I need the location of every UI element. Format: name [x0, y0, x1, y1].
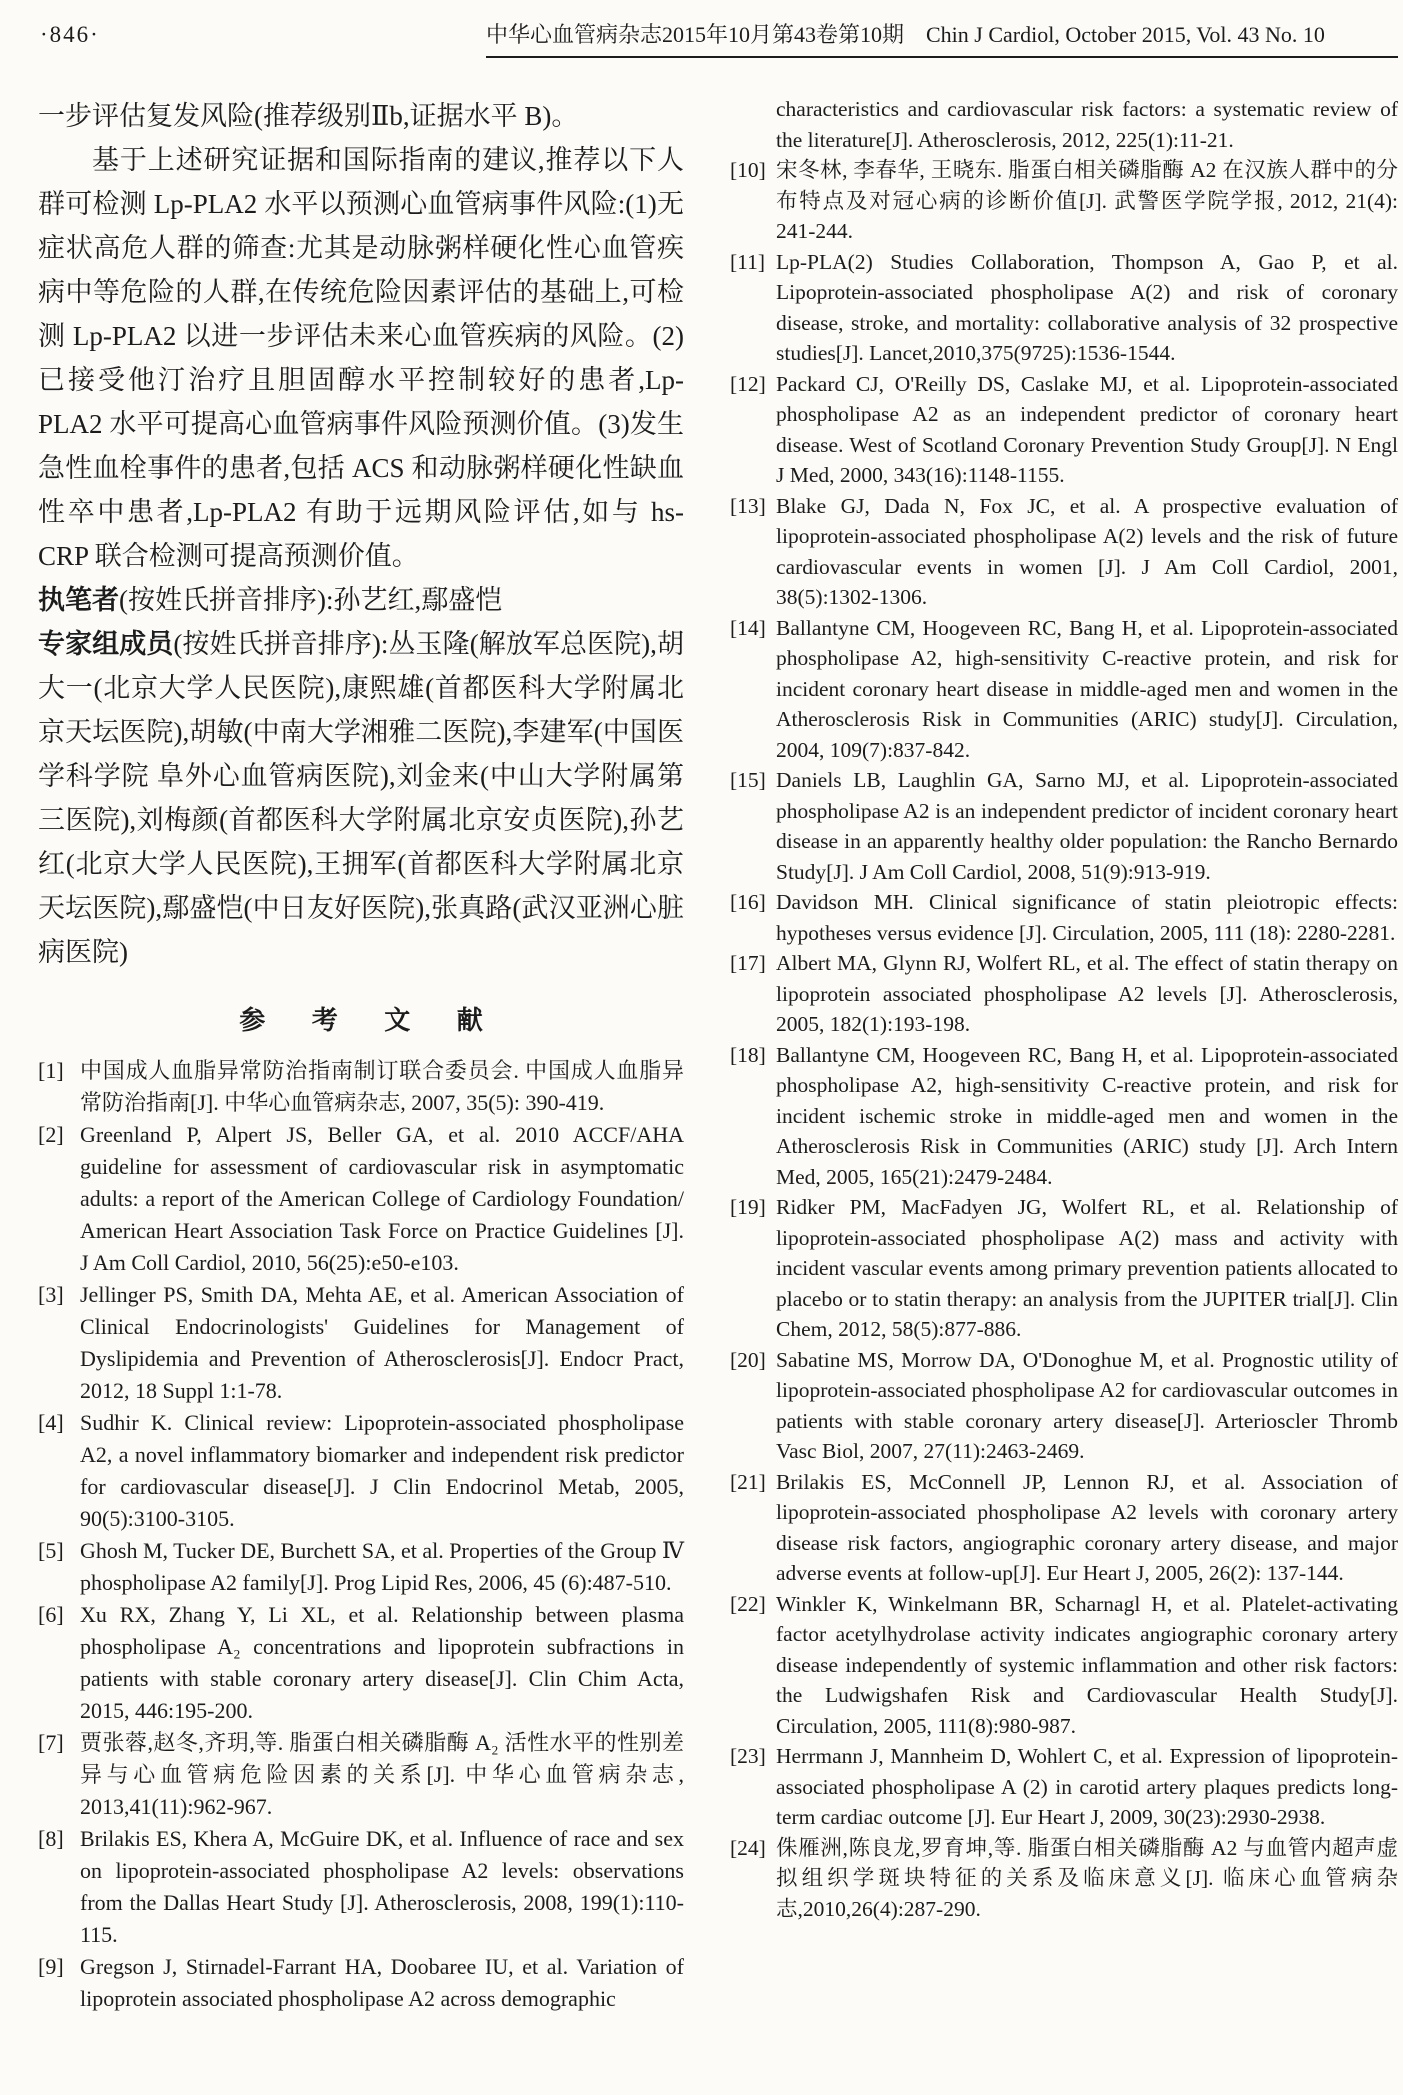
- reference-number: [14]: [730, 615, 766, 640]
- reference-text: Jellinger PS, Smith DA, Mehta AE, et al. American Association of Clinical Endocrinologists' Guidelines for Management of Dyslipidemia and Prevention of Atherosclerosis[J]. Endocr Pract, 2012, 18 Suppl 1:1-78.: [80, 1282, 684, 1403]
- reference-number: [12]: [730, 371, 766, 396]
- reference-text: Sudhir K. Clinical review: Lipoprotein-associated phospholipase A2, a novel inflammatory biomarker and independent risk predictor for cardiovascular disease[J]. J Clin Endocrinol Metab, 2005, 90(5):3100-3105.: [80, 1410, 684, 1531]
- paragraph-continuation: 一步评估复发风险(推荐级别Ⅱb,证据水平 B)。: [38, 101, 579, 131]
- reference-text: Xu RX, Zhang Y, Li XL, et al. Relationship between plasma phospholipase A₂ concentrations and lipoprotein subfractions in patients with stable coronary artery disease[J]. Clin Chim Acta, 2015, 446:195-200.: [80, 1602, 684, 1723]
- reference-item: [38, 1119, 684, 1279]
- reference-number: [13]: [730, 493, 766, 518]
- reference-text: Albert MA, Glynn RJ, Wolfert RL, et al. The effect of statin therapy on lipoprotein associated phospholipase A2 levels [J]. Atherosclerosis, 2005, 182(1):193-198.: [776, 951, 1398, 1036]
- reference-number: [10]: [730, 158, 766, 182]
- reference-text: Daniels LB, Laughlin GA, Sarno MJ, et al. Lipoprotein-associated phospholipase A2 is an independent predictor of incident coronary heart disease in an apparently healthy older population: the Rancho Bernardo Study[J]. J Am Coll Cardiol, 2008, 51(9):913-919.: [776, 768, 1398, 884]
- left-column: [38, 94, 684, 2015]
- experts-label: 专家组成员: [38, 629, 174, 659]
- reference-item: [38, 1823, 684, 1951]
- reference-item: [730, 1467, 1398, 1589]
- reference-item: [38, 1535, 684, 1599]
- reference-number: [2]: [38, 1122, 64, 1147]
- reference-item: [730, 369, 1398, 491]
- reference-item: [730, 1192, 1398, 1345]
- reference-item: [730, 613, 1398, 766]
- reference-number: [11]: [730, 249, 766, 274]
- reference-number: [19]: [730, 1195, 766, 1219]
- experts-text: (按姓氏拼音排序):丛玉隆(解放军总医院),胡大一(北京大学人民医院),康熙雄(首都医科大学附属北京天坛医院),胡敏(中南大学湘雅二医院),李建军(中国医学科学院 阜外心血管病医院),刘金来(中山大学附属第三医院),刘梅颜(首都医科大学附属北京安贞医院),孙艺红(北京大学人民医院),王拥军(首都医科大学附属北京天坛医院),鄢盛恺(中日友好医院),张真路(武汉亚洲心脏病医院): [38, 629, 684, 967]
- reference-number: [5]: [38, 1538, 64, 1563]
- reference-text: Ballantyne CM, Hoogeveen RC, Bang H, et al. Lipoprotein-associated phospholipase A2, high-sensitivity C-reactive protein, and risk for incident ischemic stroke in middle-aged men and women in the Atherosclerosis Risk in Communities (ARIC) study [J]. Arch Intern Med, 2005, 165(21):2479-2484.: [776, 1042, 1398, 1189]
- reference-number: [7]: [38, 1730, 64, 1755]
- paragraph-recommendation: 基于上述研究证据和国际指南的建议,推荐以下人群可检测 Lp-PLA2 水平以预测心血管病事件风险:(1)无症状高危人群的筛查:尤其是动脉粥样硬化性心血管疾病中等危险的人群,在传统危险因素评估的基础上,可检测 Lp-PLA2 以进一步评估未来心血管疾病的风险。(2)已接受他汀治疗且胆固醇水平控制较好的患者,Lp-PLA2 水平可提高心血管病事件风险预测价值。(3)发生急性血栓事件的患者,包括 ACS 和动脉粥样硬化性缺血性卒中患者,Lp-PLA2 有助于远期风险评估,如与 hs-CRP 联合检测可提高预测价值。: [38, 145, 684, 571]
- reference-item: [730, 247, 1398, 369]
- reference-item: [38, 1279, 684, 1407]
- reference-number: [4]: [38, 1410, 64, 1435]
- reference-item: [38, 1407, 684, 1535]
- reference-number: [1]: [38, 1058, 64, 1083]
- reference-text: Ballantyne CM, Hoogeveen RC, Bang H, et al. Lipoprotein-associated phospholipase A2, high-sensitivity C-reactive protein, and risk for incident coronary heart disease in middle-aged men and women in the Atherosclerosis Risk in Communities (ARIC) study[J]. Circulation, 2004, 109(7):837-842.: [776, 615, 1398, 762]
- reference-number: [24]: [730, 1835, 766, 1860]
- reference-number: [8]: [38, 1826, 64, 1851]
- reference-text: Davidson MH. Clinical significance of statin pleiotropic effects: hypotheses versus evidence [J]. Circulation, 2005, 111 (18): 2280-2281.: [776, 890, 1398, 945]
- reference-item: [730, 765, 1398, 887]
- reference-item: [730, 1741, 1398, 1833]
- reference-text: characteristics and cardiovascular risk factors: a systematic review of the literature[J]. Atherosclerosis, 2012, 225(1):11-21.: [776, 97, 1398, 152]
- reference-number: [15]: [730, 768, 766, 792]
- reference-item: [38, 1599, 684, 1727]
- reference-text: Ghosh M, Tucker DE, Burchett SA, et al. Properties of the Group Ⅳ phospholipase A2 family[J]. Prog Lipid Res, 2006, 45 (6):487-510.: [80, 1538, 684, 1595]
- reference-text: Ridker PM, MacFadyen JG, Wolfert RL, et al. Relationship of lipoprotein-associated phospholipase A(2) mass and activity with incident vascular events among primary prevention patients allocated to placebo or to statin therapy: an analysis from the JUPITER trial[J]. Clin Chem, 2012, 58(5):877-886.: [776, 1195, 1398, 1341]
- references-heading: 参 考 文 献: [239, 1006, 503, 1035]
- reference-text: 宋冬林, 李春华, 王晓东. 脂蛋白相关磷脂酶 A2 在汉族人群中的分布特点及对冠心病的诊断价值[J]. 武警医学院学报, 2012, 21(4): 241-244.: [776, 158, 1398, 243]
- reference-text: Herrmann J, Mannheim D, Wohlert C, et al. Expression of lipoprotein-associated phospholipase A (2) in carotid artery plaques predicts long-term cardiac outcome [J]. Eur Heart J, 2009, 30(23):2930-2938.: [776, 1744, 1398, 1829]
- reference-text: Brilakis ES, Khera A, McGuire DK, et al. Influence of race and sex on lipoprotein-associated phospholipase A2 levels: observations from the Dallas Heart Study [J]. Atherosclerosis, 2008, 199(1):110-115.: [80, 1826, 684, 1947]
- reference-continuation: [730, 94, 1398, 155]
- reference-number: [6]: [38, 1602, 64, 1627]
- reference-item: [730, 491, 1398, 613]
- reference-number: [22]: [730, 1591, 766, 1616]
- reference-text: 贾张蓉,赵冬,齐玥,等. 脂蛋白相关磷脂酶 A₂ 活性水平的性别差异与心血管病危险因素的关系[J]. 中华心血管病杂志, 2013,41(11):962-967.: [80, 1730, 684, 1819]
- reference-item: [38, 1055, 684, 1119]
- reference-number: [18]: [730, 1042, 766, 1067]
- reference-number: [21]: [730, 1469, 766, 1494]
- reference-text: Packard CJ, O'Reilly DS, Caslake MJ, et al. Lipoprotein-associated phospholipase A2 as an independent predictor of coronary heart disease. West of Scotland Coronary Prevention Study Group[J]. N Engl J Med, 2000, 343(16):1148-1155.: [776, 371, 1398, 487]
- reference-text: Brilakis ES, McConnell JP, Lennon RJ, et al. Association of lipoprotein-associated phospholipase A2 levels with coronary artery disease risk factors, angiographic coronary artery disease, and major adverse events at follow-up[J]. Eur Heart J, 2005, 26(2): 137-144.: [776, 1469, 1398, 1585]
- reference-text: Sabatine MS, Morrow DA, O'Donoghue M, et al. Prognostic utility of lipoprotein-associated phospholipase A2 for cardiovascular outcomes in patients with stable coronary artery disease[J]. Arterioscler Thromb Vasc Biol, 2007, 27(11):2463-2469.: [776, 1347, 1398, 1463]
- reference-item: [730, 887, 1398, 948]
- reference-number: [20]: [730, 1347, 766, 1372]
- reference-item: [730, 1345, 1398, 1467]
- reference-number: [23]: [730, 1744, 766, 1768]
- reference-item: [38, 1727, 684, 1823]
- reference-number: [3]: [38, 1282, 64, 1307]
- experts-line: [38, 622, 684, 974]
- reference-number: [17]: [730, 951, 766, 975]
- references-list-right: [730, 155, 1398, 1924]
- reference-text: Blake GJ, Dada N, Fox JC, et al. A prospective evaluation of lipoprotein-associated phospholipase A(2) levels and the risk of future cardiovascular events in women [J]. J Am Coll Cardiol, 2001, 38(5):1302-1306.: [776, 493, 1398, 609]
- reference-item: [38, 1951, 684, 2015]
- reference-item: [730, 1833, 1398, 1925]
- reference-continuation-wrap: [730, 94, 1398, 155]
- authors-line: [38, 578, 684, 622]
- reference-text: Winkler K, Winkelmann BR, Scharnagl H, et al. Platelet-activating factor acetylhydrolase activity indicates angiographic coronary artery disease independently of systemic inflammation and other risk factors: the Ludwigshafen Risk and Cardiovascular Health Study[J]. Circulation, 2005, 111(8):980-987.: [776, 1591, 1398, 1738]
- reference-text: 侏雁洲,陈良龙,罗育坤,等. 脂蛋白相关磷脂酶 A2 与血管内超声虚拟组织学斑块特征的关系及临床意义[J]. 临床心血管病杂志,2010,26(4):287-290.: [776, 1835, 1398, 1921]
- references-list-left: [38, 1055, 684, 2015]
- reference-item: [730, 155, 1398, 247]
- reference-item: [730, 1040, 1398, 1193]
- reference-text: 中国成人血脂异常防治指南制订联合委员会. 中国成人血脂异常防治指南[J]. 中华心血管病杂志, 2007, 35(5): 390-419.: [80, 1058, 684, 1115]
- right-column: [730, 94, 1398, 1924]
- reference-number: [16]: [730, 890, 766, 914]
- reference-number: [9]: [38, 1954, 64, 1979]
- journal-header: 中华心血管病杂志2015年10月第43卷第10期 Chin J Cardiol, October 2015, Vol. 43 No. 10: [486, 18, 1398, 58]
- reference-text: Gregson J, Stirnadel-Farrant HA, Doobaree IU, et al. Variation of lipoprotein associated phospholipase A2 across demographic: [80, 1954, 684, 2011]
- reference-text: Lp-PLA(2) Studies Collaboration, Thompson A, Gao P, et al. Lipoprotein-associated phospholipase A(2) and risk of coronary disease, stroke, and mortality: collaborative analysis of 32 prospective studies[J]. Lancet,2010,375(9725):1536-1544.: [776, 249, 1398, 365]
- reference-item: [730, 1589, 1398, 1742]
- reference-text: Greenland P, Alpert JS, Beller GA, et al. 2010 ACCF/AHA guideline for assessment of cardiovascular risk in asymptomatic adults: a report of the American College of Cardiology Foundation/ American Heart Association Task Force on Practice Guidelines [J]. J Am Coll Cardiol, 2010, 56(25):e50-e103.: [80, 1122, 684, 1275]
- authors-text: (按姓氏拼音排序):孙艺红,鄢盛恺: [119, 585, 503, 615]
- page-number: ·846·: [40, 22, 100, 47]
- reference-item: [730, 948, 1398, 1040]
- authors-label: 执笔者: [38, 585, 119, 615]
